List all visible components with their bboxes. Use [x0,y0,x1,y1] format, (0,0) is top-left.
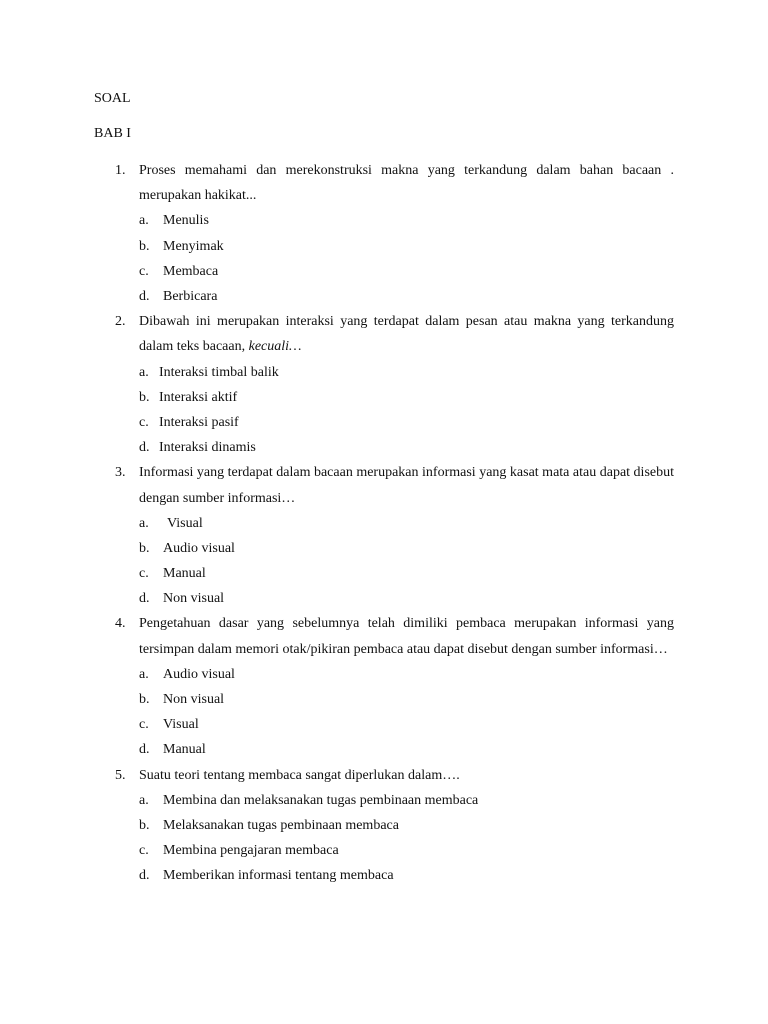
question-5 [94,763,674,889]
question-3 [94,460,674,611]
question-number: 5. [115,767,126,783]
option-list [139,360,674,461]
option-letter: a. [139,515,149,531]
option-d [139,435,674,460]
option-text: Interaksi aktif [159,389,238,405]
option-text: Non visual [163,692,225,708]
option-letter: a. [139,666,149,682]
chapter-heading: BAB I [94,126,131,141]
question-text: Informasi yang terdapat dalam bacaan merupakan informasi yang kasat mata atau dapat disebut dengan sumber informasi… [139,465,674,506]
option-d [139,737,674,762]
option-c [139,561,674,586]
option-letter: c. [139,566,149,582]
option-letter: b. [139,818,150,834]
option-text: Non visual [163,591,225,607]
question-text-main: Dibawah ini merupakan interaksi yang terdapat dalam pesan atau makna yang terkandung dalam teks bacaan, [139,314,674,355]
option-b [139,385,674,410]
option-d [139,863,674,888]
option-list [139,208,674,309]
option-a [139,208,674,233]
question-text: Suatu teori tentang membaca sangat diperlukan dalam…. [139,767,460,783]
question-list [94,158,674,889]
option-text: Manual [163,566,206,582]
option-text: Visual [167,515,203,531]
option-letter: a. [139,792,149,808]
option-a [139,360,674,385]
option-a [139,662,674,687]
option-list [139,511,674,612]
question-text: Proses memahami dan merekonstruksi makna yang terkandung dalam bahan bacaan . merupakan hakikat... [139,163,674,204]
option-letter: b. [139,692,150,708]
option-letter: d. [139,868,150,884]
option-letter: b. [139,389,150,405]
option-c [139,259,674,284]
option-a [139,511,674,536]
option-text: Manual [163,742,206,758]
option-text: Memberikan informasi tentang membaca [163,868,394,884]
question-number: 4. [115,616,126,632]
option-a [139,788,674,813]
option-text: Membina dan melaksanakan tugas pembinaan membaca [163,792,479,808]
option-c [139,410,674,435]
option-text: Interaksi timbal balik [159,364,279,380]
option-letter: d. [139,440,150,456]
option-text: Interaksi dinamis [159,440,256,456]
option-b [139,687,674,712]
option-letter: d. [139,288,150,304]
option-c [139,712,674,737]
option-text: Membina pengajaran membaca [163,843,339,859]
option-b [139,813,674,838]
question-4 [94,611,674,762]
option-text: Membaca [163,263,219,279]
question-number: 3. [115,465,126,481]
option-b [139,536,674,561]
question-emphasis: kecuali… [248,339,302,355]
option-text: Berbicara [163,288,218,304]
option-text: Audio visual [163,666,235,682]
question-text [139,309,674,359]
option-text: Interaksi pasif [159,414,239,430]
option-letter: a. [139,364,149,380]
option-d [139,586,674,611]
option-list [139,788,674,889]
option-text: Audio visual [163,540,235,556]
option-text: Melaksanakan tugas pembinaan membaca [163,818,399,834]
option-c [139,838,674,863]
option-letter: c. [139,263,149,279]
option-text: Visual [163,717,199,733]
question-number: 2. [115,314,126,330]
option-d [139,284,674,309]
option-text: Menulis [163,213,209,229]
option-b [139,234,674,259]
option-text: Menyimak [163,238,224,254]
option-letter: d. [139,742,150,758]
option-letter: c. [139,843,149,859]
question-number: 1. [115,163,126,178]
question-text: Pengetahuan dasar yang sebelumnya telah dimiliki pembaca merupakan informasi yang tersimpan dalam memori otak/pikiran pembaca atau dapat disebut dengan sumber informasi… [139,616,674,657]
document-title: SOAL [94,91,131,106]
option-letter: b. [139,238,150,254]
option-letter: c. [139,717,149,733]
option-letter: a. [139,213,149,229]
question-1 [94,158,674,309]
option-list [139,662,674,763]
question-2 [94,309,674,460]
option-letter: c. [139,414,149,430]
option-letter: b. [139,540,150,556]
option-letter: d. [139,591,150,607]
